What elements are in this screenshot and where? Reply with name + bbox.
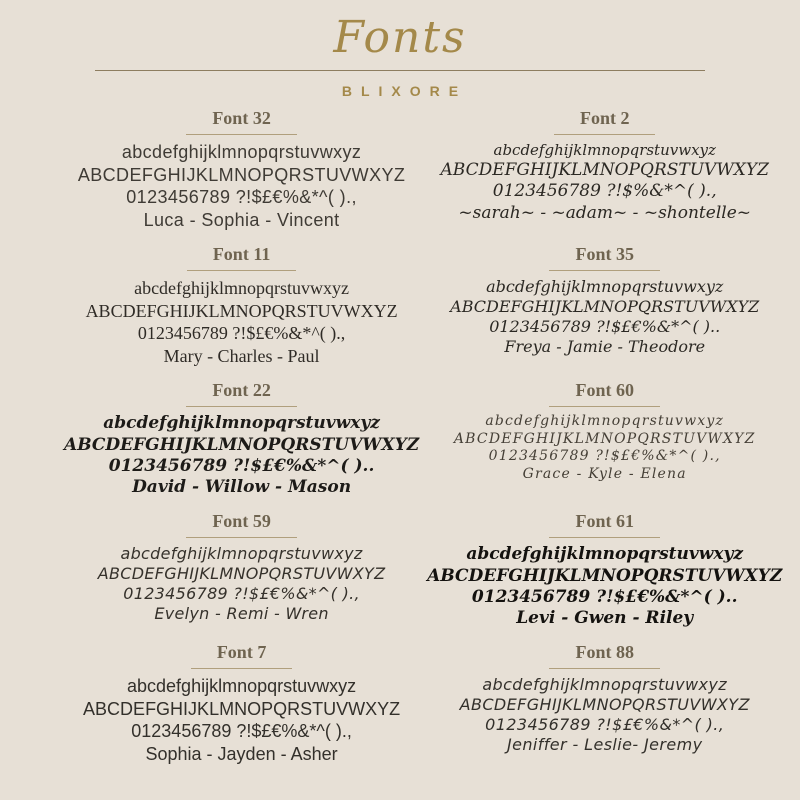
- font-sample-22: [60, 373, 423, 504]
- names-sample: Luca - Sophia - Vincent: [143, 209, 340, 230]
- font-grid: [60, 101, 783, 771]
- numerals-sample: 0123456789 ?!$£€%&*^( )..: [471, 586, 738, 607]
- uppercase-sample: ABCDEFGHIJKLMNOPQRSTUVWXYZ: [83, 698, 401, 719]
- uppercase-sample: ABCDEFGHIJKLMNOPQRSTUVWXYZ: [64, 434, 420, 455]
- font-sample-11: [60, 237, 423, 373]
- lowercase-sample: abcdefghijklmnopqrstuvwxyz: [103, 413, 380, 434]
- page-header: [0, 0, 800, 99]
- font-sample-88: [423, 635, 786, 771]
- lowercase-sample: abcdefghijklmnopqrstuvwxyz: [466, 544, 744, 565]
- numerals-sample: 0123456789 ?!$£€%&*^( ).,: [131, 721, 352, 742]
- font-sample-61: [423, 504, 786, 635]
- brand-name: BLIXORE: [341, 83, 468, 100]
- names-sample: David - Willow - Mason: [132, 477, 352, 498]
- header-divider: [95, 70, 705, 71]
- font-sample-32: [60, 101, 423, 237]
- lowercase-sample: abcdefghijklmnopqrstuvwxyz: [120, 544, 363, 564]
- numerals-sample: 0123456789 ?!$£€%&*^( ).,: [488, 448, 721, 465]
- font-sample-7: [60, 635, 423, 771]
- font-sample-title: Font 59: [186, 511, 297, 538]
- font-sample-2: [423, 101, 786, 237]
- uppercase-sample: ABCDEFGHIJKLMNOPQRSTUVWXYZ: [427, 565, 783, 586]
- uppercase-sample: ABCDEFGHIJKLMNOPQRSTUVWXYZ: [77, 164, 406, 185]
- font-sample-title: Font 61: [549, 511, 660, 538]
- lowercase-sample: abcdefghijklmnopqrstuvwxyz: [127, 676, 357, 697]
- lowercase-sample: abcdefghijklmnopqrstuvwxyz: [485, 413, 725, 430]
- lowercase-sample: abcdefghijklmnopqrstuvwxyz: [482, 675, 728, 695]
- font-sample-title: Font 7: [191, 642, 293, 669]
- names-sample: ~sarah~ - ~adam~ - ~shontelle~: [458, 202, 752, 223]
- font-sample-title: Font 2: [554, 108, 656, 135]
- lowercase-sample: abcdefghijklmnopqrstuvwxyz: [121, 142, 362, 163]
- font-sample-59: [60, 504, 423, 635]
- numerals-sample: 0123456789 ?!$£€%&*^( ).,: [123, 584, 360, 604]
- names-sample: Jeniffer - Leslie- Jeremy: [506, 735, 703, 755]
- uppercase-sample: ABCDEFGHIJKLMNOPQRSTUVWXYZ: [440, 160, 769, 181]
- numerals-sample: 0123456789 ?!$£€%&*^( )..: [489, 317, 721, 337]
- uppercase-sample: ABCDEFGHIJKLMNOPQRSTUVWXYZ: [453, 430, 756, 447]
- lowercase-sample: abcdefghijklmnopqrstuvwxyz: [486, 277, 724, 297]
- font-sample-title: Font 11: [187, 244, 297, 271]
- uppercase-sample: ABCDEFGHIJKLMNOPQRSTUVWXYZ: [450, 297, 760, 317]
- font-sample-title: Font 22: [186, 380, 297, 407]
- names-sample: Evelyn - Remi - Wren: [154, 604, 329, 624]
- lowercase-sample: abcdefghijklmnopqrstuvwxyz: [493, 141, 716, 160]
- names-sample: Levi - Gwen - Riley: [516, 608, 694, 629]
- names-sample: Mary - Charles - Paul: [163, 345, 320, 366]
- numerals-sample: 0123456789 ?!$£€%&*^( )..: [108, 455, 375, 476]
- lowercase-sample: abcdefghijklmnopqrstuvwxyz: [134, 278, 350, 299]
- font-sample-title: Font 35: [549, 244, 660, 271]
- names-sample: Freya - Jamie - Theodore: [504, 337, 706, 357]
- font-sample-60: [423, 373, 786, 504]
- uppercase-sample: ABCDEFGHIJKLMNOPQRSTUVWXYZ: [459, 695, 750, 715]
- names-sample: Sophia - Jayden - Asher: [145, 743, 338, 764]
- names-sample: Grace - Kyle - Elena: [522, 465, 687, 482]
- numerals-sample: 0123456789 ?!$£€%&*^( ).,: [137, 323, 346, 344]
- font-sample-title: Font 60: [549, 380, 660, 407]
- numerals-sample: 0123456789 ?!$%&*^( ).,: [492, 181, 717, 202]
- font-sample-title: Font 32: [186, 108, 297, 135]
- font-sample-35: [423, 237, 786, 373]
- uppercase-sample: ABCDEFGHIJKLMNOPQRSTUVWXYZ: [97, 564, 386, 584]
- numerals-sample: 0123456789 ?!$£€%&*^( ).,: [126, 187, 357, 208]
- page-title: Fonts: [333, 12, 467, 63]
- font-sample-title: Font 88: [549, 642, 660, 669]
- uppercase-sample: ABCDEFGHIJKLMNOPQRSTUVWXYZ: [85, 300, 398, 321]
- numerals-sample: 0123456789 ?!$£€%&*^( ).,: [485, 715, 725, 735]
